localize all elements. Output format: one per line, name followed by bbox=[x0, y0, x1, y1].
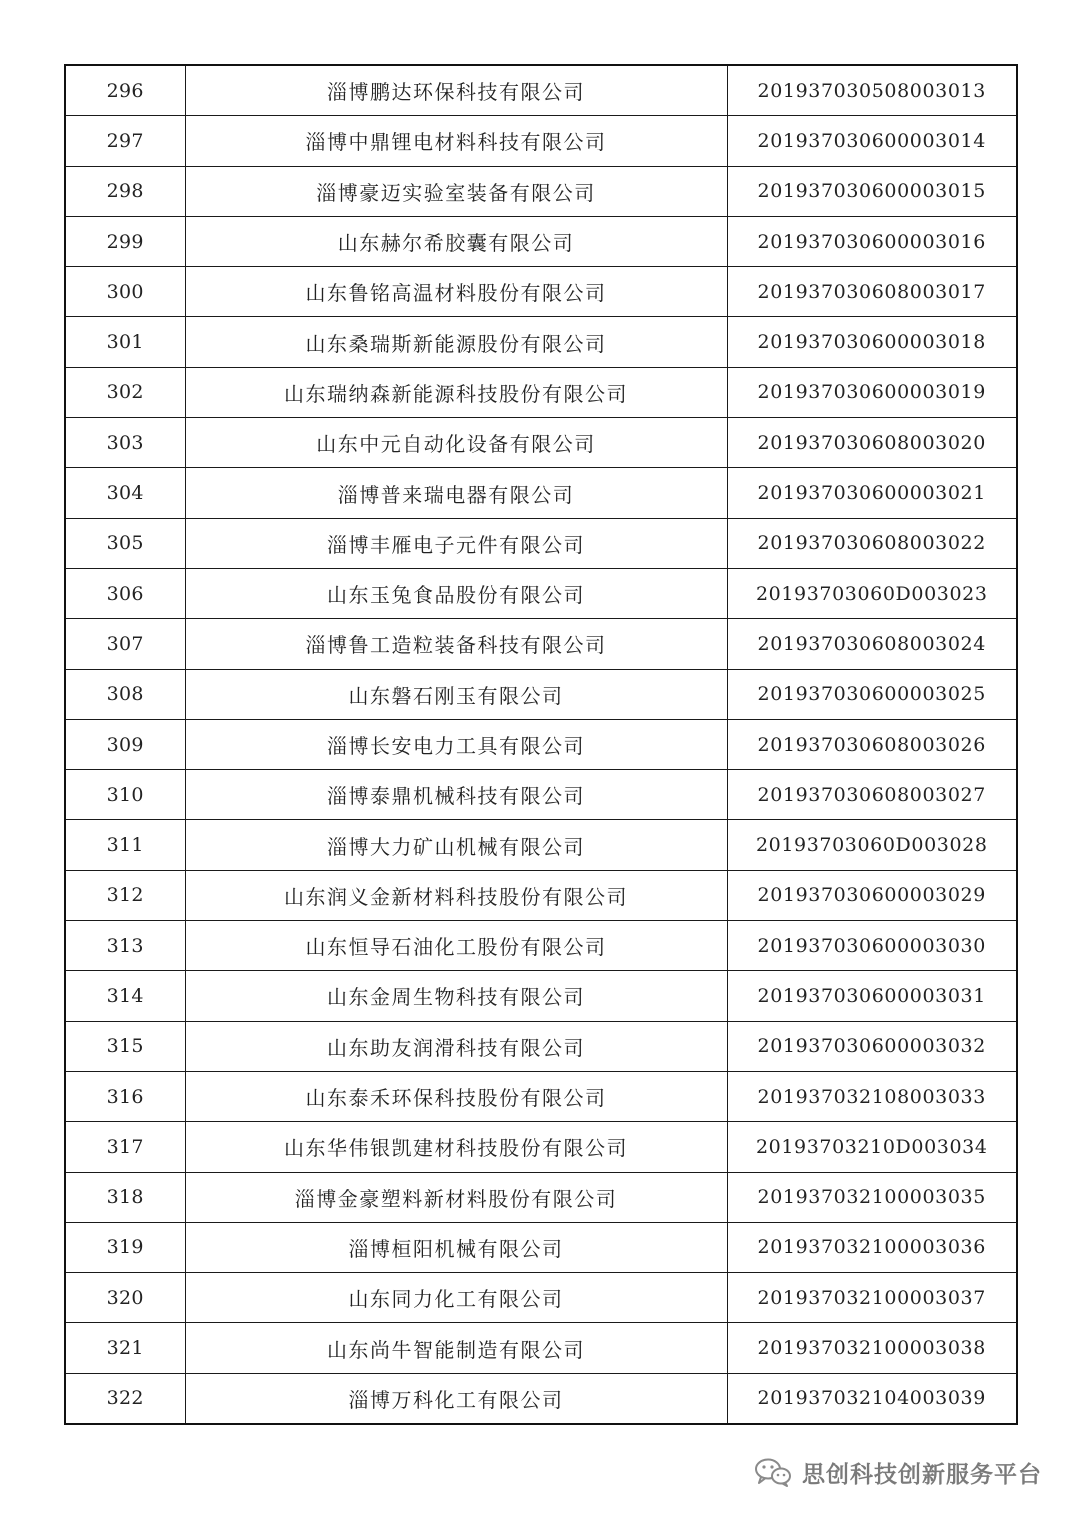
table-row bbox=[65, 1122, 1017, 1172]
table-row bbox=[65, 1323, 1017, 1373]
registration-code-cell: 201937030600003016 bbox=[727, 216, 1017, 266]
row-index-cell: 305 bbox=[65, 518, 185, 568]
wechat-icon bbox=[754, 1457, 792, 1487]
watermark bbox=[754, 1452, 1042, 1492]
company-name-cell: 山东玉兔食品股份有限公司 bbox=[185, 568, 727, 618]
registration-code-cell: 201937030600003025 bbox=[727, 669, 1017, 719]
registration-code-cell: 201937030600003015 bbox=[727, 166, 1017, 216]
row-index-cell: 318 bbox=[65, 1172, 185, 1222]
registration-code-cell: 201937032100003038 bbox=[727, 1323, 1017, 1373]
row-index-cell: 303 bbox=[65, 418, 185, 468]
table-row bbox=[65, 518, 1017, 568]
company-name-cell: 淄博万科化工有限公司 bbox=[185, 1373, 727, 1424]
table-row bbox=[65, 65, 1017, 116]
registration-code-cell: 201937032100003035 bbox=[727, 1172, 1017, 1222]
registration-code-cell: 201937030600003029 bbox=[727, 870, 1017, 920]
company-name-cell: 淄博金豪塑料新材料股份有限公司 bbox=[185, 1172, 727, 1222]
company-name-cell: 山东华伟银凯建材科技股份有限公司 bbox=[185, 1122, 727, 1172]
table-row bbox=[65, 971, 1017, 1021]
registration-code-cell: 201937030600003030 bbox=[727, 921, 1017, 971]
table-row bbox=[65, 367, 1017, 417]
table-row bbox=[65, 317, 1017, 367]
row-index-cell: 313 bbox=[65, 921, 185, 971]
registration-code-cell: 201937030608003020 bbox=[727, 418, 1017, 468]
registration-code-cell: 201937030608003024 bbox=[727, 619, 1017, 669]
table-row bbox=[65, 619, 1017, 669]
row-index-cell: 309 bbox=[65, 719, 185, 769]
table-row bbox=[65, 418, 1017, 468]
row-index-cell: 322 bbox=[65, 1373, 185, 1424]
registration-code-cell: 201937032100003037 bbox=[727, 1273, 1017, 1323]
registration-code-cell: 201937030600003031 bbox=[727, 971, 1017, 1021]
company-name-cell: 淄博桓阳机械有限公司 bbox=[185, 1222, 727, 1272]
registration-code-cell: 20193703060D003028 bbox=[727, 820, 1017, 870]
row-index-cell: 299 bbox=[65, 216, 185, 266]
registration-code-cell: 201937030608003026 bbox=[727, 719, 1017, 769]
company-name-cell: 淄博中鼎锂电材料科技有限公司 bbox=[185, 116, 727, 166]
company-name-cell: 山东赫尔希胶囊有限公司 bbox=[185, 216, 727, 266]
registration-code-cell: 201937030608003027 bbox=[727, 770, 1017, 820]
company-name-cell: 山东润义金新材料科技股份有限公司 bbox=[185, 870, 727, 920]
row-index-cell: 311 bbox=[65, 820, 185, 870]
registration-code-cell: 201937030600003018 bbox=[727, 317, 1017, 367]
table-row bbox=[65, 216, 1017, 266]
registration-code-cell: 201937030600003021 bbox=[727, 468, 1017, 518]
row-index-cell: 321 bbox=[65, 1323, 185, 1373]
table-row bbox=[65, 921, 1017, 971]
company-name-cell: 山东桑瑞斯新能源股份有限公司 bbox=[185, 317, 727, 367]
table-row bbox=[65, 719, 1017, 769]
row-index-cell: 296 bbox=[65, 65, 185, 116]
row-index-cell: 304 bbox=[65, 468, 185, 518]
row-index-cell: 310 bbox=[65, 770, 185, 820]
row-index-cell: 320 bbox=[65, 1273, 185, 1323]
row-index-cell: 316 bbox=[65, 1071, 185, 1121]
company-name-cell: 淄博鹏达环保科技有限公司 bbox=[185, 65, 727, 116]
company-name-cell: 山东泰禾环保科技股份有限公司 bbox=[185, 1071, 727, 1121]
company-table bbox=[64, 64, 1018, 1425]
company-name-cell: 淄博长安电力工具有限公司 bbox=[185, 719, 727, 769]
registration-code-cell: 201937032104003039 bbox=[727, 1373, 1017, 1424]
company-name-cell: 山东金周生物科技有限公司 bbox=[185, 971, 727, 1021]
company-name-cell: 淄博泰鼎机械科技有限公司 bbox=[185, 770, 727, 820]
company-name-cell: 山东同力化工有限公司 bbox=[185, 1273, 727, 1323]
table-row bbox=[65, 1071, 1017, 1121]
table-row bbox=[65, 267, 1017, 317]
registration-code-cell: 201937030600003014 bbox=[727, 116, 1017, 166]
table-row bbox=[65, 1172, 1017, 1222]
company-name-cell: 山东鲁铭高温材料股份有限公司 bbox=[185, 267, 727, 317]
table-row bbox=[65, 770, 1017, 820]
table-row bbox=[65, 669, 1017, 719]
table-row bbox=[65, 116, 1017, 166]
row-index-cell: 312 bbox=[65, 870, 185, 920]
table-row bbox=[65, 870, 1017, 920]
row-index-cell: 315 bbox=[65, 1021, 185, 1071]
registration-code-cell: 201937032108003033 bbox=[727, 1071, 1017, 1121]
document-sheet bbox=[64, 64, 1016, 1425]
company-name-cell: 淄博丰雁电子元件有限公司 bbox=[185, 518, 727, 568]
row-index-cell: 307 bbox=[65, 619, 185, 669]
row-index-cell: 306 bbox=[65, 568, 185, 618]
company-name-cell: 山东助友润滑科技有限公司 bbox=[185, 1021, 727, 1071]
table-row bbox=[65, 1273, 1017, 1323]
row-index-cell: 297 bbox=[65, 116, 185, 166]
registration-code-cell: 201937032100003036 bbox=[727, 1222, 1017, 1272]
row-index-cell: 298 bbox=[65, 166, 185, 216]
table-row bbox=[65, 166, 1017, 216]
table-row bbox=[65, 1021, 1017, 1071]
registration-code-cell: 201937030608003017 bbox=[727, 267, 1017, 317]
company-name-cell: 山东中元自动化设备有限公司 bbox=[185, 418, 727, 468]
company-name-cell: 山东尚牛智能制造有限公司 bbox=[185, 1323, 727, 1373]
watermark-text: 思创科技创新服务平台 bbox=[802, 1461, 1042, 1488]
registration-code-cell: 20193703060D003023 bbox=[727, 568, 1017, 618]
company-name-cell: 山东磐石刚玉有限公司 bbox=[185, 669, 727, 719]
company-name-cell: 淄博大力矿山机械有限公司 bbox=[185, 820, 727, 870]
company-name-cell: 山东恒导石油化工股份有限公司 bbox=[185, 921, 727, 971]
registration-code-cell: 201937030600003019 bbox=[727, 367, 1017, 417]
row-index-cell: 301 bbox=[65, 317, 185, 367]
table-row bbox=[65, 820, 1017, 870]
registration-code-cell: 201937030600003032 bbox=[727, 1021, 1017, 1071]
company-name-cell: 淄博鲁工造粒装备科技有限公司 bbox=[185, 619, 727, 669]
company-name-cell: 淄博豪迈实验室装备有限公司 bbox=[185, 166, 727, 216]
registration-code-cell: 20193703210D003034 bbox=[727, 1122, 1017, 1172]
registration-code-cell: 201937030508003013 bbox=[727, 65, 1017, 116]
table-body bbox=[65, 65, 1017, 1424]
table-row bbox=[65, 468, 1017, 518]
row-index-cell: 314 bbox=[65, 971, 185, 1021]
row-index-cell: 317 bbox=[65, 1122, 185, 1172]
table-row bbox=[65, 1373, 1017, 1424]
company-name-cell: 山东瑞纳森新能源科技股份有限公司 bbox=[185, 367, 727, 417]
row-index-cell: 300 bbox=[65, 267, 185, 317]
table-row bbox=[65, 1222, 1017, 1272]
row-index-cell: 302 bbox=[65, 367, 185, 417]
row-index-cell: 319 bbox=[65, 1222, 185, 1272]
row-index-cell: 308 bbox=[65, 669, 185, 719]
company-name-cell: 淄博普来瑞电器有限公司 bbox=[185, 468, 727, 518]
table-row bbox=[65, 568, 1017, 618]
registration-code-cell: 201937030608003022 bbox=[727, 518, 1017, 568]
